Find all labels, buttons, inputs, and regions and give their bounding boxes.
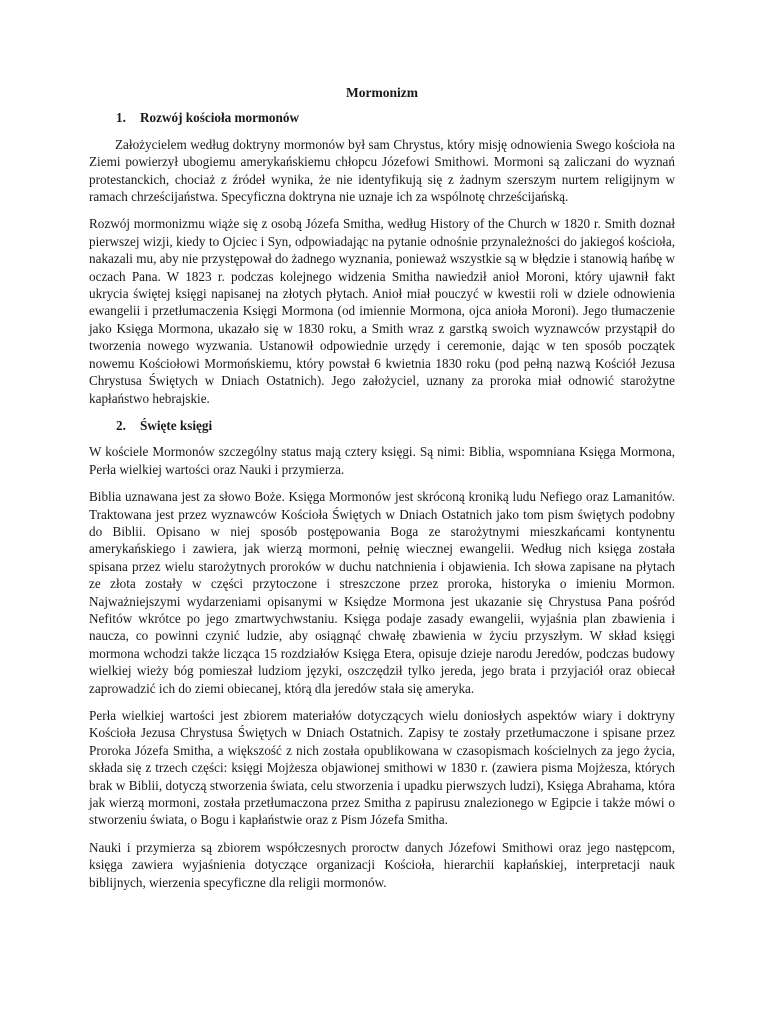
paragraph: Perła wielkiej wartości jest zbiorem materiałów dotyczących wielu doniosłych aspektów wiary i doktryny Kościoła Jezusa Chrystusa Świętych w Dniach Ostatnich. Zapisy te zostały przetłumaczone i spisane przez Proroka Józefa Smitha, a większość z nich została opublikowana w czasopismach kościelnych za jego życia, składa się z trzech części: księgi Mojżesza objawionej smithowi w 1830 r. (zawiera pisma Mojżesza, których brak w Biblii, dotyczą stworzenia świata, celu stworzenia i upadku pierwszych ludzi), Księga Abrahama, która jak wierzą mormoni, została przetłumaczona przez Smitha z papirusu znalezionego w Egipcie i także mówi o stworzeniu świata, o Bogu i kapłaństwie oraz z Pism Józefa Smitha. [89,708,675,828]
section-heading [89,417,675,434]
document-title: Mormonizm [346,85,418,100]
section-number: 2. [116,417,126,433]
section-heading-text: Święte księgi [140,417,213,433]
paragraph: Rozwój mormonizmu wiąże się z osobą Józefa Smitha, według History of the Church w 1820 r. Smith doznał pierwszej wizji, kiedy to Ojciec i Syn, odpowiadając na pytanie odnośnie przynależności do jakiegoś kościoła, nakazali mu, aby nie przystępował do żadnego wyznania, ponieważ wszystkie są w błędzie i stanowią hańbę w oczach Pana. W 1823 r. podczas kolejnego widzenia Smitha nawiedził anioł Moroni, który ujawnił fakt ukrycia świętej księgi napisanej na złotych płytach. Anioł miał pouczyć w kwestii roli w dziele odnowienia ewangelii i przetłumaczenia Księgi Mormona (od imiennie Mormona, ojca anioła Moroni). Jego tłumaczenie jako Księga Mormona, ukazało się w 1830 roku, a Smith wraz z garstką swoich wyznawców przystąpił do tworzenia nowego wyzwania. Ustanowił odpowiednie urzędy i ceremonie, dając w ten sposób początek nowemu Kościołowi Mormońskiemu, który powstał 6 kwietnia 1830 roku (pod pełną nazwą Kościół Jezusa Chrystusa Świętych w Dniach Ostatnich). Jego założyciel, uznany za proroka miał odnowić starożytne kapłaństwo hebrajskie. [89,216,675,406]
paragraph: W kościele Mormonów szczególny status mają cztery księgi. Są nimi: Biblia, wspomniana Księga Mormona, Perła wielkiej wartości oraz Nauki i przymierza. [89,444,675,477]
section-number: 1. [116,110,126,126]
section-1 [89,109,675,407]
section-heading [89,109,675,126]
paragraph: Założycielem według doktryny mormonów był sam Chrystus, który misję odnowienia Swego kościoła na Ziemi powierzył ubogiemu amerykańskiemu chłopcu Józefowi Smithowi. Mormoni są zaliczani do wyznań protestanckich, chociaż z źródeł wynika, że nie identyfikują się z żadnym szerszym nurtem religijnym w ramach chrześcijaństwa. Specyficzna doktryna nie uznaje ich za wspólnotę chrześcijańską. [89,136,675,205]
section-heading-text: Rozwój kościoła mormonów [140,110,299,126]
section-2 [89,417,675,891]
paragraph: Nauki i przymierza są zbiorem współczesnych proroctw danych Józefowi Smithowi oraz jego następcom, księga zawiera wyjaśnienia dotyczące organizacji Kościoła, hierarchii kapłańskiej, interpretacji nauk biblijnych, wierzenia specyficzne dla religii mormonów. [89,839,675,890]
paragraph: Biblia uznawana jest za słowo Boże. Księga Mormonów jest skróconą kroniką ludu Nefiego oraz Lamanitów. Traktowana jest przez wyznawców Kościoła Świętych w Dniach Ostatnich jako tom pism świętych podobny do Biblii. Opisano w niej sposób postępowania Boga ze starożytnymi mieszkańcami kontynentu amerykańskiego i zawiera, jak wierzą mormoni, pełnię wiecznej ewangelii. Według nich księga została spisana przez wielu starożytnych proroków w duchu natchnienia i objawienia. Ich słowa zapisane na płytach ze złota zostały w części przytoczone i streszczone przez proroka, historyka o imieniu Mormon. Najważniejszymi wydarzeniami opisanymi w Księdze Mormona jest ukazanie się Chrystusa Pana pośród Nefitów wkrótce po jego zmartwychwstaniu. Księga podaje zasady ewangelii, wyjaśnia plan zbawienia i naucza, co powinni czynić ludzie, aby osiągnąć chwałę zbawienia w życiu przyszłym. W skład księgi mormona wchodzi także licząca 15 rozdziałów Księga Etera, opisuje dzieje narodu Jeredów, podczas budowy wielkiej wieży bóg pomieszał ludziom języki, oszczędził tylko jereda, jego brata i przyjaciół oraz obiecał zaprowadzić ich do ziemi obiecanej, którą dla jeredów stała się ameryka. [89,489,675,696]
document-body [89,84,675,901]
